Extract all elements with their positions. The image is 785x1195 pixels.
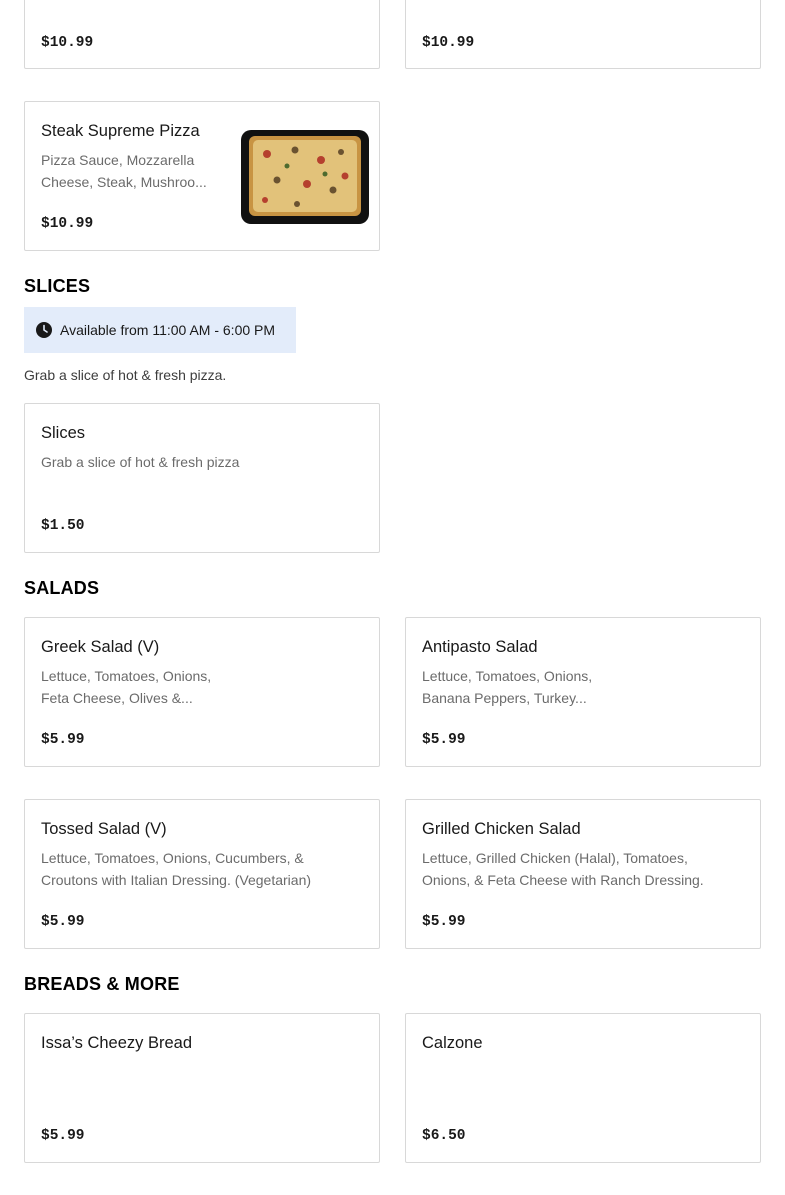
clock-icon [36, 322, 52, 338]
menu-item-card[interactable] [24, 101, 380, 251]
item-name: Issa’s Cheezy Bread [41, 1034, 193, 1052]
item-price: $10.99 [41, 216, 94, 232]
item-price: $5.99 [41, 1128, 85, 1144]
item-description: Lettuce, Tomatoes, Onions, Banana Peppers, Turkey... [422, 668, 593, 706]
item-price: $1.50 [41, 518, 85, 534]
menu-item-card[interactable] [405, 617, 761, 767]
item-price: $10.99 [422, 35, 475, 51]
item-description: Lettuce, Tomatoes, Onions, Cucumbers, & Croutons with Italian Dressing. (Vegetarian) [41, 850, 312, 888]
item-price: $6.50 [422, 1128, 466, 1144]
item-price: $5.99 [422, 914, 466, 930]
item-description [41, 0, 221, 1]
availability-text: Available from 11:00 AM - 6:00 PM [60, 322, 276, 338]
item-price: $5.99 [422, 732, 466, 748]
item-description: Lettuce, Tomatoes, Onions, Feta Cheese, Olives &... [41, 668, 212, 706]
menu-item-card[interactable] [24, 0, 380, 69]
menu-item-card[interactable] [405, 799, 761, 949]
menu-item-card[interactable] [24, 1013, 380, 1163]
pizza-image [239, 0, 379, 33]
pizza-image [237, 124, 373, 228]
item-price: $10.99 [41, 35, 94, 51]
item-name: Steak Supreme Pizza [41, 122, 200, 140]
menu-item-card[interactable] [24, 617, 380, 767]
item-name: Tossed Salad (V) [41, 820, 167, 838]
item-description: Grab a slice of hot & fresh pizza [41, 454, 240, 470]
section-title-salads: SALADS [24, 578, 100, 598]
item-description [422, 0, 742, 1]
item-price: $5.99 [41, 914, 85, 930]
item-price: $5.99 [41, 732, 85, 748]
menu-item-card[interactable] [24, 403, 380, 553]
item-name: Slices [41, 424, 86, 442]
section-title-breads: BREADS & MORE [24, 974, 180, 994]
menu-item-card[interactable] [24, 799, 380, 949]
menu-item-card[interactable] [405, 1013, 761, 1163]
menu-item-card[interactable] [405, 0, 761, 69]
item-name: Calzone [422, 1034, 483, 1052]
section-description: Grab a slice of hot & fresh pizza. [24, 367, 227, 383]
item-name: Greek Salad (V) [41, 638, 160, 656]
availability-banner [24, 307, 296, 353]
item-description: Lettuce, Grilled Chicken (Halal), Tomatoes, Onions, & Feta Cheese with Ranch Dressing. [422, 850, 704, 888]
item-name: Antipasto Salad [422, 638, 538, 656]
item-name: Grilled Chicken Salad [422, 820, 581, 838]
item-description: Pizza Sauce, Mozzarella Cheese, Steak, Mushroo... [41, 152, 207, 190]
section-title-slices: SLICES [24, 276, 91, 296]
